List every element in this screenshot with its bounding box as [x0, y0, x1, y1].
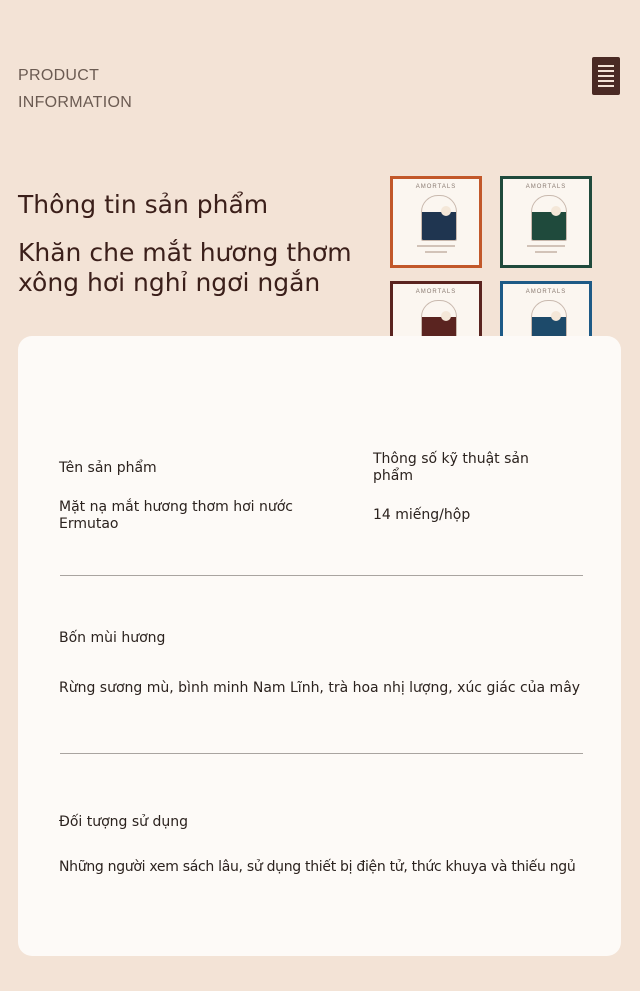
page-subtitle: Khăn che mắt hương thơm xông hơi nghỉ ngơi ngắn — [18, 238, 352, 297]
product-box-brand: AMORTALS — [415, 289, 457, 295]
product-box-arch — [531, 195, 567, 241]
product-box-2 — [500, 176, 592, 268]
eyebrow-line-2: INFORMATION — [18, 94, 133, 111]
product-box-arch — [421, 195, 457, 241]
audience-value: Những người xem sách lâu, sử dụng thiết bị điện tử, thức khuya và thiếu ngủ — [59, 859, 576, 875]
scent-label: Bốn mùi hương — [59, 630, 166, 646]
product-spec-value: 14 miếng/hộp — [373, 507, 471, 523]
scent-value: Rừng sương mù, bình minh Nam Lĩnh, trà hoa nhị lượng, xúc giác của mây — [59, 680, 581, 696]
divider — [60, 575, 583, 576]
info-card — [18, 336, 621, 956]
product-box-brand: AMORTALS — [525, 289, 567, 295]
product-box-1 — [390, 176, 482, 268]
product-box-brand: AMORTALS — [525, 184, 567, 190]
eyebrow-heading — [18, 62, 132, 116]
audience-label: Đối tượng sử dụng — [59, 814, 189, 830]
product-name-value: Mặt nạ mắt hương thơm hơi nước Ermutao — [59, 499, 293, 532]
product-spec-label: Thông số kỹ thuật sản phẩm — [373, 451, 529, 484]
eyebrow-line-1: PRODUCT — [18, 67, 100, 84]
page-title: Thông tin sản phẩm — [18, 190, 269, 219]
product-name-label: Tên sản phẩm — [59, 460, 157, 476]
divider — [60, 753, 583, 754]
product-box-brand: AMORTALS — [415, 184, 457, 190]
document-icon — [592, 57, 620, 95]
